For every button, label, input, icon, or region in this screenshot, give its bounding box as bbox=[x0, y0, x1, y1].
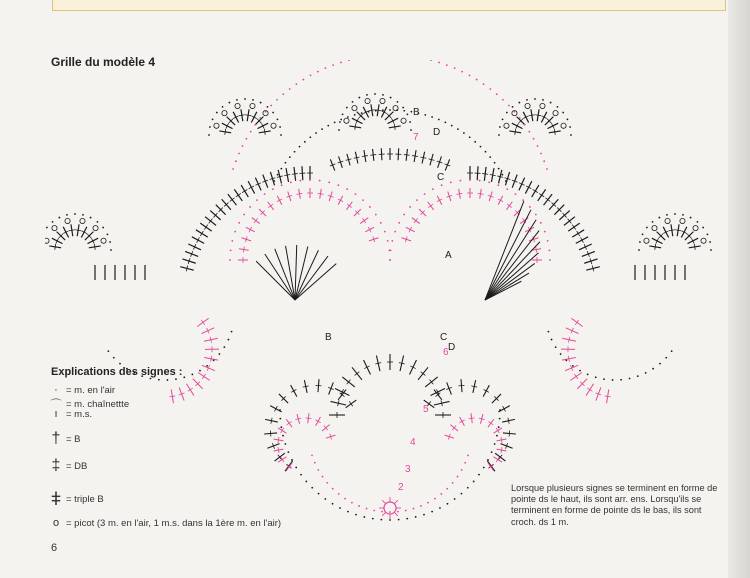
picot-icon: o bbox=[52, 517, 60, 529]
stitch-note: Lorsque plusieurs signes se terminent en forme de pointe ds le haut, ils sont arr. ens. Lorsqu'ils se terminent en forme de pointe ds le bas, ils sont croch. ds 1 m. bbox=[511, 483, 718, 527]
legend-text: = B bbox=[66, 433, 81, 445]
page-number: 6 bbox=[51, 542, 58, 554]
diagram-letter-label: B bbox=[413, 107, 420, 118]
chart-stitches bbox=[45, 60, 712, 521]
diagram-row-number: 7 bbox=[413, 132, 419, 143]
legend-item-single bbox=[49, 408, 92, 420]
diagram-row-number: 4 bbox=[410, 437, 416, 448]
legend-item-triple bbox=[49, 489, 104, 510]
diagram-letter-label: C bbox=[437, 172, 445, 183]
treble-crochet-icon: ‡ bbox=[51, 457, 61, 474]
legend-item-picot bbox=[49, 517, 281, 529]
chain-stitch-icon: · bbox=[54, 384, 58, 396]
chart-labels bbox=[325, 107, 455, 493]
crochet-chart bbox=[45, 60, 735, 530]
diagram-letter-label: D bbox=[448, 342, 456, 353]
legend-item-chain bbox=[49, 384, 115, 396]
legend-text: = m.s. bbox=[66, 408, 93, 420]
double-crochet-icon: † bbox=[51, 430, 61, 447]
diagram-letter-label: A bbox=[445, 250, 452, 261]
diagram-title: Grille du modèle 4 bbox=[51, 55, 156, 69]
diagram-row-number: 5 bbox=[423, 404, 429, 415]
triple-treble-icon: ǂ bbox=[50, 489, 62, 509]
legend-text: = triple B bbox=[66, 494, 104, 505]
legend-heading: Explications des signes : bbox=[51, 366, 183, 378]
diagram-row-number: 6 bbox=[443, 347, 449, 358]
legend-text: = DB bbox=[66, 460, 88, 472]
diagram-row-number: 2 bbox=[398, 482, 404, 493]
diagram-letter-label: C bbox=[440, 332, 448, 343]
legend-text: = m. chaînettte bbox=[66, 398, 130, 410]
diagram-letter-label: B bbox=[325, 332, 332, 343]
diagram-row-number: 3 bbox=[405, 464, 411, 475]
legend-text: = m. en l'air bbox=[66, 384, 116, 396]
single-crochet-icon: ı bbox=[54, 408, 58, 420]
legend-item-b bbox=[49, 430, 81, 448]
diagram-letter-label: D bbox=[433, 127, 441, 138]
legend-text: = picot (3 m. en l'air, 1 m.s. dans la 1ère m. en l'air) bbox=[66, 517, 282, 529]
legend-item-db bbox=[49, 457, 87, 475]
top-color-band bbox=[52, 0, 726, 11]
slip-stitch-icon: ⌒ bbox=[50, 399, 62, 411]
